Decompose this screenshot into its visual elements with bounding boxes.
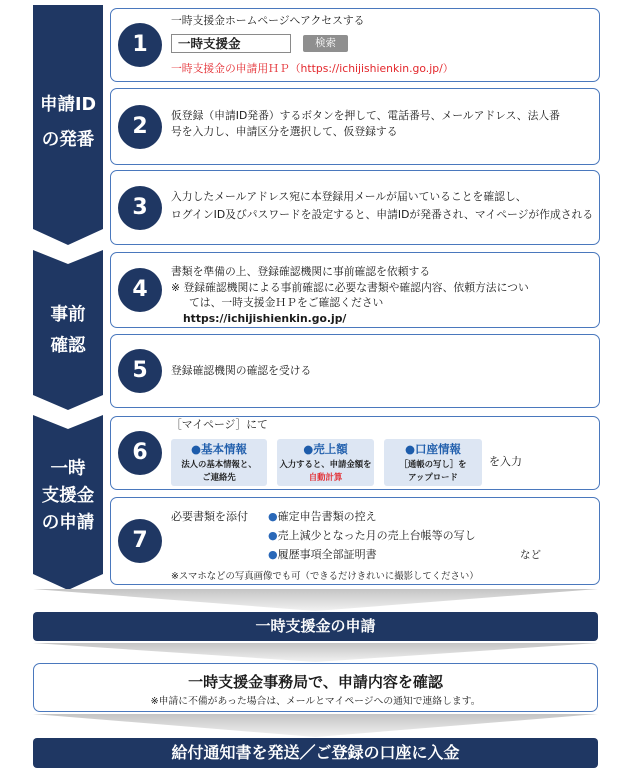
review-box [33, 663, 598, 712]
document-list-item [268, 510, 377, 524]
info-card-title: ●売上額 [303, 442, 348, 456]
info-card-desc-highlight: 自動計算 [308, 472, 343, 482]
step-3-text-line: 入力したメールアドレス宛に本登録用メールが届いていることを確認し、 [171, 190, 527, 203]
info-card-basic-info [171, 439, 267, 486]
apply-bar: 一時支援金の申請 [33, 612, 598, 641]
review-note: ※申請に不備があった場合は、メールとマイページへの通知で連絡します。 [150, 696, 481, 707]
step-4-url: https://ichijishienkin.go.jp/ [183, 312, 347, 325]
step-6-box [110, 416, 600, 490]
step-6-suffix: を入力 [489, 455, 522, 468]
search-input[interactable] [171, 34, 291, 53]
step-4-number: 4 [118, 268, 162, 312]
step-4-note-line: ては、一時支援金ＨＰをご確認ください [189, 296, 384, 309]
step-7-number: 7 [118, 519, 162, 563]
info-card-desc: ［通帳の写し］を [399, 459, 467, 469]
step-7-note: ※スマホなどの写真画像でも可（できるだけきれいに撮影してください） [171, 571, 479, 582]
search-input-value: 一時支援金 [178, 36, 241, 51]
step-7-etc: など [520, 549, 541, 561]
info-card-desc: 法人の基本情報と、 [181, 459, 257, 469]
step-2-text-line: 仮登録（申請ID発番）するボタンを押して、電話番号、メールアドレス、法人番 [171, 109, 560, 122]
application-site-url-text: 一時支援金の申請用ＨＰ（https://ichijishienkin.go.jp/） [171, 62, 454, 75]
info-card-title: ●基本情報 [190, 442, 248, 456]
step-7-intro: 必要書類を添付 [171, 510, 248, 523]
phase-label-application: 一時 支援金 の申請 [41, 459, 95, 533]
info-card-desc: 入力すると、申請金額を [279, 459, 372, 469]
step-5-box [110, 334, 600, 408]
step-4-text-line: 書類を準備の上、登録確認機関に事前確認を依頼する [171, 265, 431, 278]
step-4-note-line: ※ 登録確認機関による事前確認に必要な書類や確認内容、依頼方法につい [171, 281, 529, 294]
step-5-text-line: 登録確認機関の確認を受ける [171, 364, 312, 377]
step-7-box [110, 497, 600, 585]
step-6-number: 6 [118, 431, 162, 475]
step-3-number: 3 [118, 186, 162, 230]
step-5-number: 5 [118, 349, 162, 393]
step-4-box [110, 252, 600, 328]
document-name: 売上減少となった月の売上台帳等の写し [277, 529, 476, 542]
flow-down-arrow-to-payment [33, 714, 598, 737]
payment-bar: 給付通知書を発送／ご登録の口座に入金 [33, 738, 598, 768]
step-1-instruction: 一時支援金ホームページへアクセスする [171, 14, 365, 27]
step-1-number: 1 [118, 23, 162, 67]
step-3-box [110, 170, 600, 245]
step-1-box [110, 8, 600, 82]
review-title: 一時支援金事務局で、申請内容を確認 [188, 673, 443, 691]
info-card-title: ●口座情報 [404, 442, 462, 456]
step-2-text-line: 号を入力し、申請区分を選択して、仮登録する [171, 125, 398, 138]
bullet-icon: ● [268, 510, 278, 523]
info-card-bank-account [384, 439, 482, 486]
info-card-desc: アップロード [408, 472, 458, 482]
bullet-icon: ● [268, 529, 278, 542]
flow-down-arrow-to-review [33, 643, 598, 662]
search-button[interactable]: 検索 [303, 35, 348, 52]
document-list-item [268, 529, 476, 543]
step-2-number: 2 [118, 105, 162, 149]
phase-label-id-issue: 申請ID の発番 [39, 95, 97, 150]
info-card-desc: ご連絡先 [202, 472, 236, 482]
document-list-item [268, 548, 377, 562]
document-name: 確定申告書類の控え [277, 510, 377, 523]
step-3-text-line: ログインID及びパスワードを設定すると、申請IDが発番され、マイページが作成される [171, 208, 594, 221]
document-name: 履歴事項全部証明書 [277, 548, 377, 561]
flow-down-arrow-to-apply [33, 589, 598, 611]
info-card-sales [277, 439, 374, 486]
phase-label-pre-check: 事前 確認 [50, 305, 86, 356]
step-6-intro: ［マイページ］にて [171, 418, 268, 431]
bullet-icon: ● [268, 548, 278, 561]
step-2-box [110, 88, 600, 165]
